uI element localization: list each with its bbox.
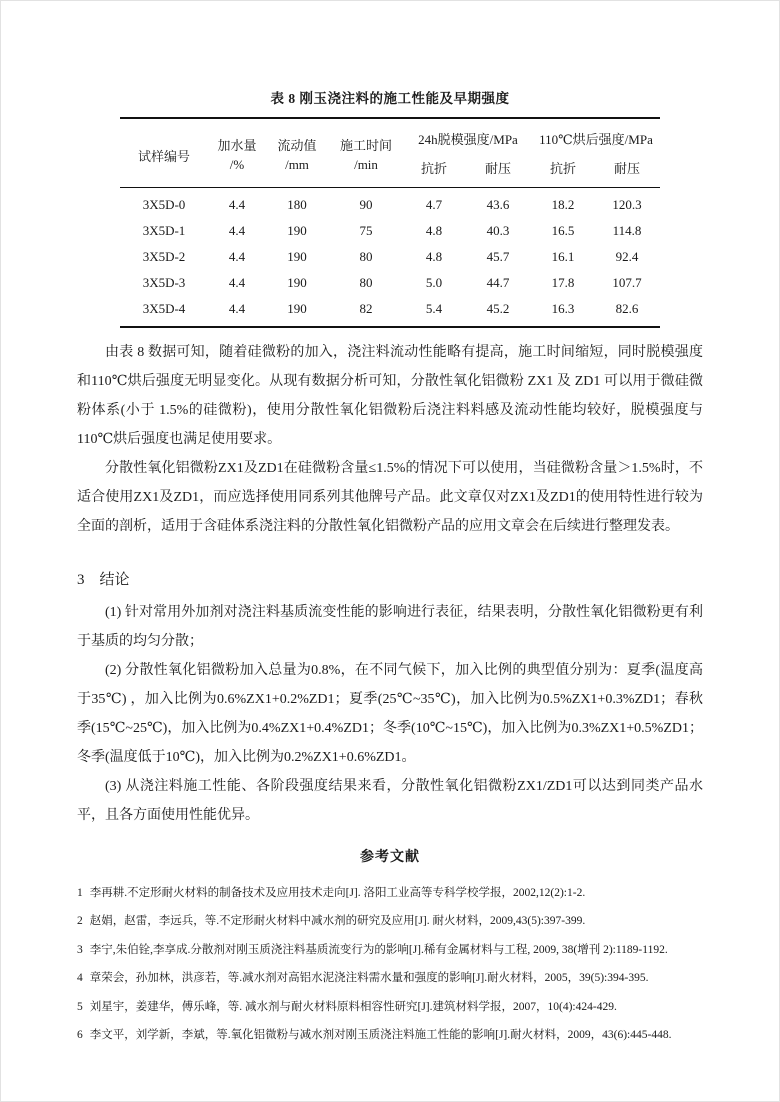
cell-sample-id: 3X5D-1 — [142, 223, 186, 238]
cell-time: 90 — [359, 197, 373, 212]
cell-demold-flexural: 4.7 — [425, 197, 443, 212]
body-paragraph-usage-note: 分散性氧化铝微粉ZX1及ZD1在硅微粉含量≤1.5%的情况下可以使用，当硅微粉含量＞1.5%时，不适合使用ZX1及ZD1，而应选择使用同系列其他牌号产品。此文章仅对ZX1及ZD1的使用特性进行较为全面的剖析，适用于含硅体系浇注料的分散性氧化铝微粉产品的应用文章会在后续进行整理发表。 — [77, 461, 703, 534]
references-heading: 参考文献 — [360, 850, 420, 865]
cell-sample-id: 3X5D-3 — [142, 275, 186, 290]
col-group-dried-strength: 110℃烘后强度/MPa — [539, 132, 653, 147]
col-group-demold-strength: 24h脱模强度/MPa — [418, 132, 518, 147]
cell-water: 4.4 — [228, 197, 246, 212]
cell-demold-crushing: 40.3 — [486, 223, 510, 238]
cell-dried-flexural: 16.5 — [551, 223, 575, 238]
cell-dried-crushing: 120.3 — [612, 197, 642, 212]
reference-number: 2 — [77, 915, 83, 928]
table-row — [120, 296, 660, 327]
cell-demold-flexural: 5.4 — [425, 301, 443, 316]
cell-flow: 180 — [287, 197, 307, 212]
table-header — [120, 118, 660, 188]
cell-time: 80 — [359, 249, 373, 264]
table-caption: 表 8 刚玉浇注料的施工性能及早期强度 — [270, 91, 510, 106]
reference-text: 李文平，刘学新，李斌，等.氧化铝微粉与减水剂对刚玉质浇注料施工性能的影响[J].耐火材料，2009，43(6):445-448. — [89, 1029, 672, 1042]
col-header-flow — [266, 118, 328, 188]
cell-demold-flexural: 4.8 — [425, 223, 443, 238]
reference-number: 3 — [77, 943, 83, 956]
cell-dried-flexural: 18.2 — [551, 197, 575, 212]
reference-item — [77, 964, 703, 992]
table-row — [120, 244, 660, 270]
cell-time: 82 — [359, 301, 373, 316]
reference-item — [77, 907, 703, 935]
col-header-time-unit: /min — [354, 157, 378, 172]
conclusion-item-2: (2) 分散性氧化铝微粉加入总量为0.8%，在不同气候下，加入比例的典型值分别为：夏季(温度高于35℃) ，加入比例为0.6%ZX1+0.2%ZD1；夏季(25℃~35℃)，加入比例为0.5%ZX1+0.3%ZD1；春秋季(15℃~25℃)，加入比例为0.4%ZX1+0.4%ZD1；冬季(10℃~15℃)，加入比例为0.3%ZX1+0.5%ZD1；冬季(温度低于10℃)，加入比例为0.2%ZX1+0.6%ZD1。 — [77, 663, 703, 765]
reference-number: 1 — [77, 887, 83, 899]
reference-number: 4 — [77, 972, 83, 985]
cell-sample-id: 3X5D-0 — [142, 197, 186, 212]
cell-time: 75 — [359, 223, 373, 238]
cell-flow: 190 — [287, 249, 307, 264]
col-header-time-label: 施工时间 — [339, 138, 392, 153]
cell-demold-crushing: 45.2 — [486, 301, 510, 316]
col-header-sample-id: 试样编号 — [137, 148, 190, 164]
cell-water: 4.4 — [228, 301, 246, 316]
table-row — [120, 218, 660, 244]
table-row — [120, 188, 660, 219]
col-header-water-unit: /% — [229, 157, 245, 172]
body-paragraph-table-discussion: 由表 8 数据可知，随着硅微粉的加入，浇注料流动性能略有提高，施工时间缩短，同时脱模强度和110℃烘后强度无明显变化。从现有数据分析可知，分散性氧化铝微粉 ZX1 及 ZD1 可以用于微硅微粉体系(小于 1.5%的硅微粉)，使用分散性氧化铝微粉后浇注料料感及流动性能均较好，脱模强度与 110℃烘后强度也满足使用要求。 — [77, 345, 703, 447]
cell-dried-crushing: 114.8 — [612, 223, 642, 238]
col-header-demold-crushing: 耐压 — [484, 161, 511, 176]
cell-dried-crushing: 92.4 — [615, 249, 639, 264]
col-header-dried-flexural: 抗折 — [549, 161, 576, 176]
cell-demold-flexural: 5.0 — [425, 275, 443, 290]
cell-demold-flexural: 4.8 — [425, 249, 443, 264]
cell-demold-crushing: 43.6 — [486, 197, 510, 212]
cell-dried-flexural: 17.8 — [551, 275, 575, 290]
reference-text: 刘星宇，姜建华，傅乐峰，等. 减水剂与耐火材料原料相容性研究[J].建筑材料学报，2007，10(4):424-429. — [89, 1000, 617, 1013]
col-header-flow-unit: /mm — [285, 157, 309, 172]
section-number: 3 — [77, 572, 85, 588]
performance-table — [120, 117, 660, 328]
reference-item — [77, 936, 703, 964]
conclusion-item-3: (3) 从浇注料施工性能、各阶段强度结果来看，分散性氧化铝微粉ZX1/ZD1可以达到同类产品水平，且各方面使用性能优异。 — [77, 779, 703, 823]
col-header-flow-label: 流动值 — [277, 138, 317, 153]
reference-number: 6 — [77, 1029, 83, 1042]
cell-water: 4.4 — [228, 249, 246, 264]
section-title: 结论 — [99, 572, 130, 588]
cell-flow: 190 — [287, 301, 307, 316]
table-row — [120, 270, 660, 296]
cell-time: 80 — [359, 275, 373, 290]
cell-dried-flexural: 16.3 — [551, 301, 575, 316]
col-header-water-label: 加水量 — [217, 138, 257, 153]
reference-text: 赵娟，赵雷，李远兵，等.不定形耐火材料中减水剂的研究及应用[J]. 耐火材料，2009,43(5):397-399. — [89, 915, 586, 928]
reference-item — [77, 993, 703, 1021]
cell-water: 4.4 — [228, 223, 246, 238]
col-header-time — [328, 118, 404, 188]
reference-text: 李宁,朱伯铨,李享成.分散剂对刚玉质浇注料基质流变行为的影响[J].稀有金属材料与工程, 2009, 38(增刊 2):1189-1192. — [89, 943, 668, 956]
col-header-water — [208, 118, 266, 188]
conclusion-item-1: (1) 针对常用外加剂对浇注料基质流变性能的影响进行表征，结果表明，分散性氧化铝微粉更有利于基质的均匀分散； — [77, 605, 703, 649]
reference-item — [77, 879, 703, 907]
page-content — [77, 1, 703, 1049]
col-header-demold-flexural: 抗折 — [420, 161, 447, 176]
cell-flow: 190 — [287, 223, 307, 238]
cell-demold-crushing: 44.7 — [486, 275, 510, 290]
reference-item — [77, 1021, 703, 1049]
cell-sample-id: 3X5D-4 — [142, 301, 186, 316]
cell-water: 4.4 — [228, 275, 246, 290]
section-heading-conclusions — [77, 568, 703, 589]
cell-dried-crushing: 82.6 — [615, 301, 639, 316]
reference-text: 李再耕.不定形耐火材料的制备技术及应用技术走向[J]. 洛阳工业高等专科学校学报，2002,12(2):1-2. — [89, 887, 586, 899]
cell-dried-flexural: 16.1 — [551, 249, 575, 264]
cell-flow: 190 — [287, 275, 307, 290]
cell-dried-crushing: 107.7 — [612, 275, 642, 290]
col-header-dried-crushing: 耐压 — [613, 161, 640, 176]
cell-sample-id: 3X5D-2 — [142, 249, 186, 264]
reference-text: 章荣会，孙加林，洪彦若，等.减水剂对高铝水泥浇注料需水量和强度的影响[J].耐火材料，2005，39(5):394-395. — [89, 972, 649, 985]
cell-demold-crushing: 45.7 — [486, 249, 510, 264]
reference-number: 5 — [77, 1000, 83, 1013]
